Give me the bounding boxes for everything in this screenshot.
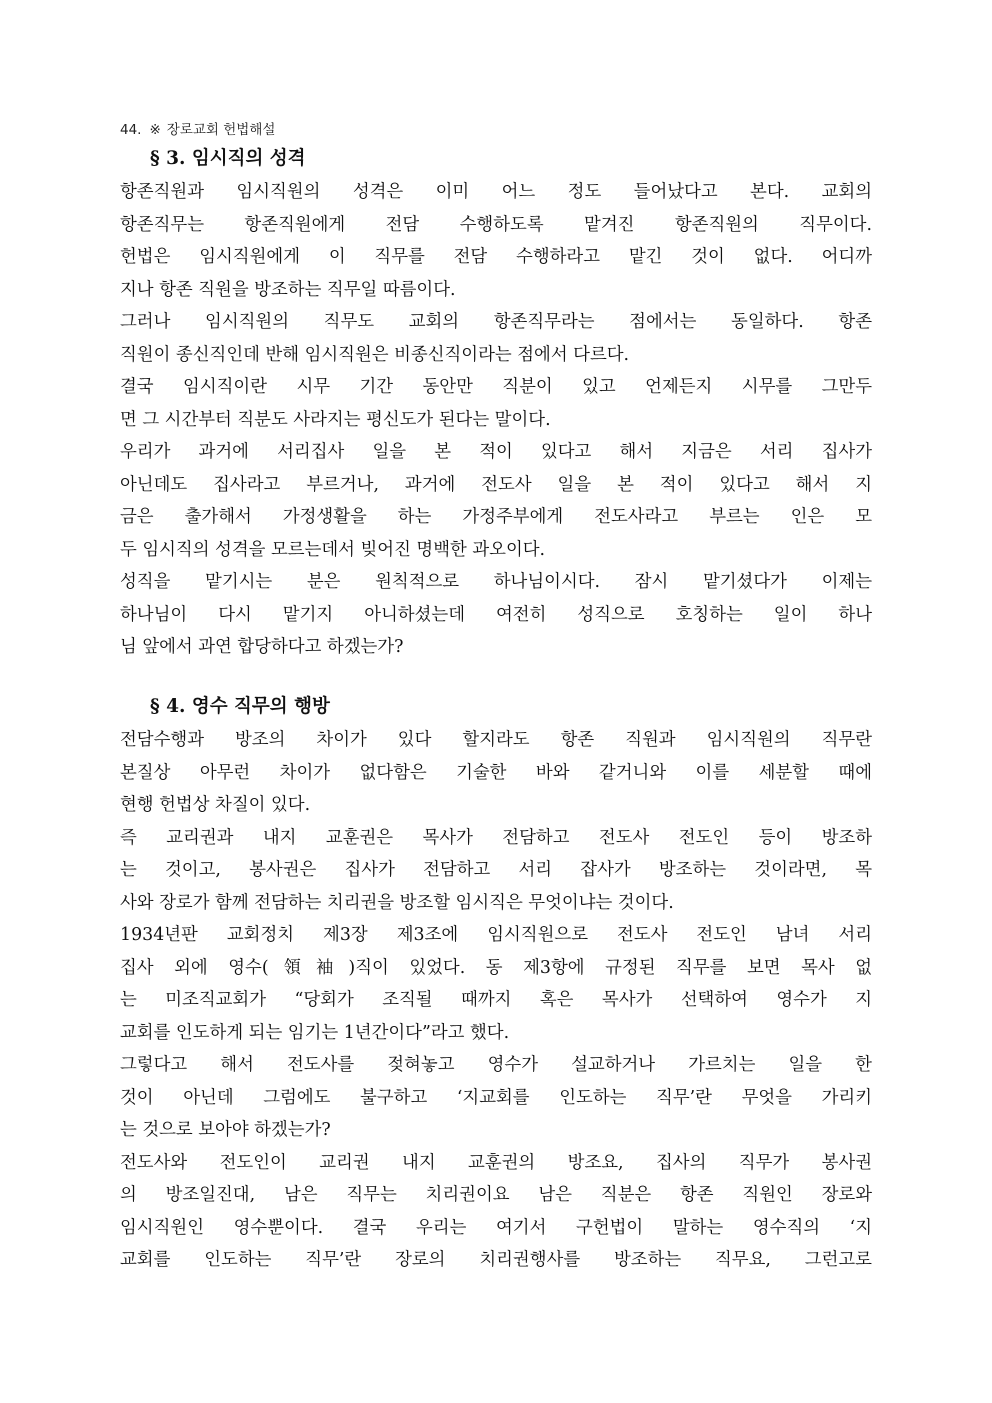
- book-title: 장로교회 헌법해설: [166, 122, 276, 138]
- text-line: 항존직원과 임시직원의 성격은 이미 어느 정도 들어났다고 본다. 교회의: [120, 182, 872, 202]
- text-line: 교회를 인도하게 되는 임기는 1년간이다”라고 했다.: [120, 1022, 510, 1043]
- paragraph: [120, 919, 872, 1049]
- text-line: 즉 교리권과 내지 교훈권은 목사가 전담하고 전도사 전도인 등이 방조하: [120, 827, 872, 848]
- section-4: [120, 690, 872, 1277]
- paragraph: [120, 1147, 872, 1277]
- text-line: 면 그 시간부터 직분도 사라지는 평신도가 된다는 말이다.: [120, 409, 551, 430]
- text-line: 직원이 종신직인데 반해 임시직원은 비종신직이라는 점에서 다르다.: [120, 344, 630, 365]
- text-line: 현행 헌법상 차질이 있다.: [120, 795, 311, 815]
- text-line: 그러나 임시직원의 직무도 교회의 항존직무라는 점에서는 동일하다. 항존: [120, 312, 872, 332]
- text-line: 교회를 인도하는 직무’란 장로의 치리권행사를 방조하는 직무요, 그런고로: [120, 1250, 872, 1270]
- page-number: 44.: [120, 122, 142, 138]
- text-line: 님 앞에서 과연 합당하다고 하겠는가?: [120, 637, 404, 657]
- text-line: 지나 항존 직원을 방조하는 직무일 따름이다.: [120, 279, 456, 300]
- text-line: 그렇다고 해서 전도사를 젖혀놓고 영수가 설교하거나 가르치는 일을 한: [120, 1055, 872, 1075]
- text-line: 집사 외에 영수(領袖)직이 있었다. 동 제3항에 규정된 직무를 보면 목사 없: [120, 957, 872, 978]
- reference-mark: ※: [149, 122, 161, 138]
- text-line: 결국 임시직이란 시무 기간 동안만 직분이 있고 언제든지 시무를 그만두: [120, 377, 872, 397]
- text-line: 하나님이 다시 맡기지 아니하셨는데 여전히 성직으로 호칭하는 일이 하나: [120, 604, 872, 625]
- text-line: 본질상 아무런 차이가 없다함은 기술한 바와 같거니와 이를 세분할 때에: [120, 762, 872, 783]
- text-line: 1934년판 교회정치 제3장 제3조에 임시직원으로 전도사 전도인 남녀 서리: [120, 925, 872, 945]
- text-line: 항존직무는 항존직원에게 전담 수행하도록 맡겨진 항존직원의 직무이다.: [120, 214, 872, 235]
- text-line: 는 것으로 보아야 하겠는가?: [120, 1120, 331, 1140]
- running-header: [120, 118, 275, 138]
- paragraph: [120, 306, 872, 371]
- text-line: 임시직원인 영수뿐이다. 결국 우리는 여기서 구헌법이 말하는 영수직의 ‘지: [120, 1217, 872, 1238]
- paragraph: [120, 1049, 872, 1147]
- text-line: 전담수행과 방조의 차이가 있다 할지라도 항존 직원과 임시직원의 직무란: [120, 730, 872, 750]
- text-line: 는 미조직교회가 “당회가 조직될 때까지 혹은 목사가 선택하여 영수가 지: [120, 990, 872, 1010]
- section-title: § 3. 임시직의 성격: [150, 148, 306, 169]
- paragraph: [120, 724, 872, 822]
- paragraph: [120, 436, 872, 566]
- text-line: 두 임시직의 성격을 모르는데서 빚어진 명백한 과오이다.: [120, 539, 546, 560]
- text-line: 는 것이고, 봉사권은 집사가 전담하고 서리 잡사가 방조하는 것이라면, 목: [120, 860, 872, 880]
- text-line: 사와 장로가 함께 전담하는 치리권을 방조할 임시직은 무엇이냐는 것이다.: [120, 892, 674, 913]
- text-line: 의 방조일진대, 남은 직무는 치리권이요 남은 직분은 항존 직원인 장로와: [120, 1185, 872, 1205]
- text-line: 금은 출가해서 가정생활을 하는 가정주부에게 전도사라고 부르는 인은 모: [120, 507, 872, 527]
- section-title: § 4. 영수 직무의 행방: [150, 696, 330, 717]
- text-line: 성직을 맡기시는 분은 원칙적으로 하나님이시다. 잠시 맡기셨다가 이제는: [120, 572, 872, 592]
- paragraph: [120, 566, 872, 664]
- text-line: 아닌데도 집사라고 부르거나, 과거에 전도사 일을 본 적이 있다고 해서 지: [120, 474, 872, 495]
- text-line: 헌법은 임시직원에게 이 직무를 전담 수행하라고 맡긴 것이 없다. 어디까: [120, 247, 872, 267]
- text-line: 우리가 과거에 서리집사 일을 본 적이 있다고 해서 지금은 서리 집사가: [120, 442, 872, 462]
- paragraph: [120, 822, 872, 920]
- paragraph: [120, 176, 872, 306]
- paragraph: [120, 371, 872, 436]
- section-3: [120, 142, 872, 664]
- text-line: 것이 아닌데 그럼에도 불구하고 ‘지교회를 인도하는 직무’란 무엇을 가리키: [120, 1087, 872, 1108]
- text-line: 전도사와 전도인이 교리권 내지 교훈권의 방조요, 집사의 직무가 봉사권: [120, 1152, 872, 1173]
